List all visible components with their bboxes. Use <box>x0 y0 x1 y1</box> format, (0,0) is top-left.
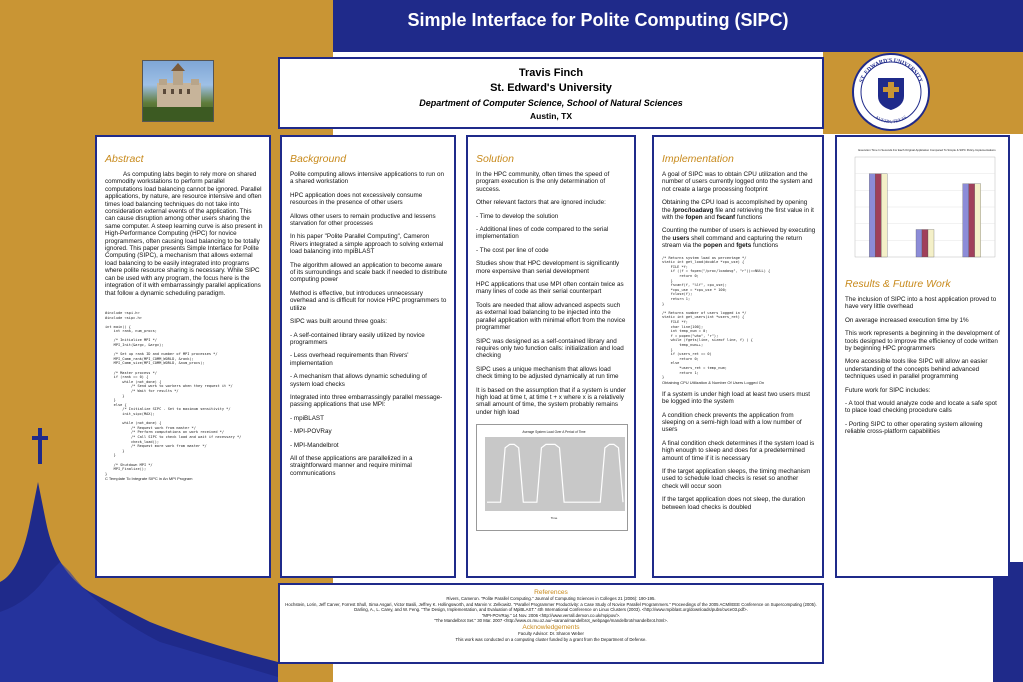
background-paragraph: - A self-contained library easily utilized by novice programmers <box>290 331 425 346</box>
results-paragraph: Future work for SIPC includes: <box>845 386 931 394</box>
code-caption: C Template To Integrate SIPC in An MPI Program <box>105 476 193 482</box>
results-heading: Results & Future Work <box>845 278 951 290</box>
bar-mpi-povray-2 <box>928 230 934 258</box>
code-term: fopen <box>685 214 703 222</box>
text-span: shell command and capturing the return stream via the <box>662 234 803 250</box>
reference-item: Rivers, Cameron. "Polite Parallel Computing." Journal of Computing Sciences in Colleges 21 (2006): 190-195. <box>446 596 656 601</box>
background-paragraph: Polite computing allows intensive applications to run on a shared workstation <box>290 171 445 186</box>
author-name: Travis Finch <box>518 67 584 79</box>
load-chart-title: Average System Load Over A Period of Time <box>522 430 586 435</box>
bar-mpi-povray-0 <box>916 230 922 258</box>
implementation-panel <box>652 135 824 578</box>
implementation-paragraph-users <box>662 227 816 249</box>
bar-mpiblast-2 <box>881 174 887 257</box>
code-caption: Obtaining CPU Utilization & Number Of Users Logged On <box>662 379 765 385</box>
background-paragraph: - A mechanism that allows dynamic scheduling of system load checks <box>290 373 427 388</box>
acknowledgement-item: This work was conducted on a computing cluster funded by a grant from the Department of Defense. <box>455 636 647 642</box>
text-span: Obtaining the CPU load is accomplished by opening the <box>662 199 808 214</box>
code-term: popen <box>703 242 723 250</box>
solution-paragraph: SIPC was designed as a self-contained library and requires only two function calls: initialization and load checking <box>476 337 624 360</box>
acknowledgement-item: Faculty Advisor: Dr. Sharon Weber <box>518 630 584 636</box>
reference-item: "MPI-POVRay." 14 Nov. 2006 <http://www.verrall.demon.co.uk/mpipov/>. <box>481 612 621 618</box>
results-paragraph: - Porting SIPC to other operating system allowing reliable cross-platform capabilities <box>845 420 983 436</box>
background-paragraph: - MPI-POVRay <box>290 428 332 436</box>
bar-mpi-mandelbrot-0 <box>963 184 969 257</box>
results-paragraph: On average increased execution time by 1% <box>845 316 969 324</box>
load-chart-xlabel: Time <box>550 516 558 521</box>
load-users-code: /* Returns system load as percentage */ static int get_load(double *cpu_use) { FILE *f; if ((f = fopen("/proc/loadavg", "r"))==NULL) { return 0; } fscanf(f, "%lf", cpu_use); *cpu_use = *cpu_use * 100; fclose(f); return 1; } /* Returns number of users logged in */ static int get_users(int *users_ret) { FILE *f; char line[100]; int temp_num = 0; f = popen("who", "r"); while (fgets(line, sizeof line, f) ) { temp_num++; } if (users_ret == 0) return 0; else *users_ret = temp_num; return 1; } <box>662 255 771 380</box>
department-name: Department of Computer Science, School of Natural Sciences <box>419 98 683 108</box>
results-paragraph: More accessible tools like SIPC will allow an easier understanding of the concepts behind advanced techniques used in parallel programming <box>845 358 988 381</box>
background-paragraph: - mpiBLAST <box>290 414 324 422</box>
reference-item: "The Mandelbrot Set." 30 Mar. 2007 <http://www.cs.mu.oz.au/~sarana/mandelbrot_webpage/mandelbrot/mandelbrot.html>. <box>434 618 668 624</box>
references-heading: References <box>534 589 568 596</box>
implementation-paragraph-proc <box>662 199 816 221</box>
solution-paragraph: It is based on the assumption that if a system is under high load at time t, at time t + x where x is a relatively small amount of time, the system probably remains under high load <box>476 386 627 416</box>
bar-mpiblast-0 <box>869 174 875 257</box>
results-paragraph: This work represents a beginning in the development of tools designed to improve the efficiency of code written by beginning HPC programmers <box>845 330 1000 353</box>
implementation-paragraph: A goal of SIPC was to obtain CPU utilization and the number of users currently logged onto the system and not create a large processing footprint <box>662 171 813 193</box>
text-span: and <box>722 242 737 250</box>
execution-time-chart <box>845 143 1002 268</box>
background-paragraph: The algorithm allowed an application to become aware of its surroundings and scale back if needed to distribute computing power <box>290 261 448 284</box>
solution-paragraph: SIPC uses a unique mechanism that allows load check timing to be adjusted dynamically at run time <box>476 365 619 381</box>
bar-mpi-povray-1 <box>922 230 928 258</box>
university-seal <box>842 52 940 132</box>
load-chart-plot-area <box>485 437 625 511</box>
system-load-chart <box>476 424 628 531</box>
solution-paragraph: - Time to develop the solution <box>476 212 559 220</box>
background-heading: Background <box>290 153 347 165</box>
code-term: users <box>672 234 690 242</box>
navy-corner-accent <box>993 562 1023 682</box>
text-span: file and retrieving the first value in it with the <box>662 206 814 222</box>
results-paragraph: - A tool that would analyze code and locate a safe spot to place load checking procedure calls <box>845 400 997 415</box>
bar-mpi-mandelbrot-1 <box>969 184 975 257</box>
results-panel <box>835 135 1010 578</box>
mpi-code-template: #include <spi.h> #include <sipc.h> int main() { int rank, num_procs; /* Initialize MPI */ MPI_Init(&argc, &argv); /* Set up rank ID and number of MPI processes */ MPI_Comm_rank(MPI_COMM_WORLD, &rank); MPI_Comm_size(MPI_COMM_WORLD, &num_procs); /* Master process */ if (rank == 0) { while (not_done) { /* Send work to workers when they request it */ /* Wait for results */ } } else { /* Initialize SIPC - Set to maximum sensitivity */ init_sipc(MAX); while (not_done) { /* Request work from master */ /* Perform computations on work received */ /* Call SIPC to check load and wait if necessary */ check_load(); /* Request more work from master */ } } /* Shutdown MPI */ MPI_Finalize(); } <box>105 310 242 476</box>
background-paragraph: Method is effective, but introduces unnecessary overhead and is difficult for novice HPC programmers to utilize <box>290 289 447 312</box>
code-term: /proc/loadavg <box>672 206 714 214</box>
references-footer <box>278 583 824 664</box>
background-paragraph: Allows other users to remain productive and lessens starvation for other processes <box>290 212 436 228</box>
background-paragraph: In his paper "Polite Parallel Computing", Cameron Rivers integrated a simple approach to solving external load balancing into mpiBLAST <box>290 233 444 256</box>
background-paragraph: All of these applications are parallelized in a straightforward manner and require minimal communications <box>290 454 413 477</box>
location: Austin, TX <box>529 111 573 121</box>
university-building-photo <box>142 60 214 122</box>
background-paragraph: Integrated into three embarrassingly parallel message-passing applications that use MPI: <box>290 393 443 409</box>
results-paragraph: The inclusion of SIPC into a host application proved to have very little overhead <box>845 296 997 311</box>
code-term: fscanf <box>716 214 736 222</box>
implementation-paragraph: A condition check prevents the application from sleeping on a semi-high load with a low number of users <box>662 411 802 434</box>
text-span: functions <box>751 242 779 250</box>
text-span: functions <box>735 214 763 222</box>
solution-paragraph: - The cost per line of code <box>476 246 549 254</box>
solution-panel <box>466 135 636 578</box>
text-span: Counting the number of users is achieved by executing the <box>662 227 816 242</box>
solution-paragraph: Studies show that HPC development is significantly more expensive than serial development <box>476 260 620 275</box>
acknowledgements-heading: Acknowledgements <box>522 623 580 631</box>
author-block <box>278 57 824 129</box>
abstract-text: As computing labs begin to rely more on shared commodity workstations to perform parallel computations load balancing cannot be ignored. Parallel applications, by nature, are resource intensive and often times load balancing techniques do not take into consideration external events of the application. This can cause disruption among other users sharing the same computer. A steep learning curve is also present in High-Performance Computing (HPC) for novice programmers, often causing load balancing to be totally ignored. This paper presents Simple Interface for Polite Computing (SIPC), a mechanism that allows external load balancing to be easily integrated into programs where polite resource sharing is necessary. While SIPC can be used with any program, the focus here is the integration of it with embarrassingly parallel applications that follow a dynamic scheduling paradigm. <box>105 171 263 297</box>
background-paragraph: SIPC was built around three goals: <box>290 318 387 326</box>
reference-item: Hochstein, Lorin, Jeff Carver, Forrest Shull, Sima Asgari, Victor Basili, Jeffrey K. Hollingsworth, and Marvin V. Zelkowitz. "Parallel Programmer Productivity: a Case Study of Novice Parallel Programmers." Proceedings of the 2005 ACM/IEEE Conference on Supercomputing (2005). <box>285 601 817 607</box>
background-paragraph: - Less overhead requirements than Rivers' implementation <box>290 352 409 367</box>
bar-mpi-mandelbrot-2 <box>975 184 981 257</box>
university-name: St. Edward's University <box>490 82 612 94</box>
solution-paragraph: Tools are needed that allow advanced aspects such as external load balancing to be injected into the parallel application with minimal effort from the novice programmer <box>476 301 626 332</box>
background-panel <box>280 135 456 578</box>
solution-paragraph: HPC applications that use MPI often contain twice as many lines of code as their serial counterpart <box>476 281 624 296</box>
seal-text-bottom: AUSTIN, TEXAS <box>874 114 908 125</box>
implementation-heading: Implementation <box>662 153 734 165</box>
seal-text-top: ST. EDWARD'S UNIVERSITY <box>858 57 924 84</box>
chapel-tower-silhouette <box>0 462 278 682</box>
poster-title: Simple Interface for Polite Computing (SIPC) <box>407 10 789 30</box>
implementation-paragraph: A final condition check determines if the system load is high enough to sleep and does for a predetermined amount of time if it is necessary <box>662 439 815 462</box>
code-term: fgets <box>736 242 752 250</box>
solution-paragraph: Other relevant factors that are ignored include: <box>476 199 606 207</box>
reference-item: Darling, A., L. Carey, and W. Feng. "The Design, Implementation, and Evaluation of MpiBLAST." 4th International Conference on Linux Clusters (2003). <http://www.mpiblast.org/downloads/pubs/cwce03.pdf>. <box>354 607 748 613</box>
background-paragraph: - MPI-Mandelbrot <box>290 441 339 449</box>
background-paragraph: HPC application does not excessively consume resources in the presence of other users <box>290 191 423 207</box>
cross-icon <box>30 428 50 464</box>
implementation-paragraph: If a system is under high load at least two users must be logged into the system <box>662 390 811 406</box>
implementation-paragraph: If the target application does not sleep, the duration between load checks is doubled <box>662 496 806 511</box>
bar-chart-title: Execution Time In Seconds For Each Original Application Compared To Simple & SIPC Policy-Implementations <box>858 148 996 152</box>
solution-paragraph: In the HPC community, often times the speed of program execution is the only determination of success. <box>476 171 610 193</box>
text-span: and <box>702 214 717 222</box>
solution-heading: Solution <box>476 153 514 165</box>
abstract-heading: Abstract <box>105 153 144 165</box>
implementation-paragraph: If the target application sleeps, the timing mechanism used to schedule load checks is reset so another check will occur soon <box>662 467 811 490</box>
solution-paragraph: - Additional lines of code compared to the serial implementation <box>476 226 609 241</box>
bar-mpiblast-1 <box>875 174 881 257</box>
